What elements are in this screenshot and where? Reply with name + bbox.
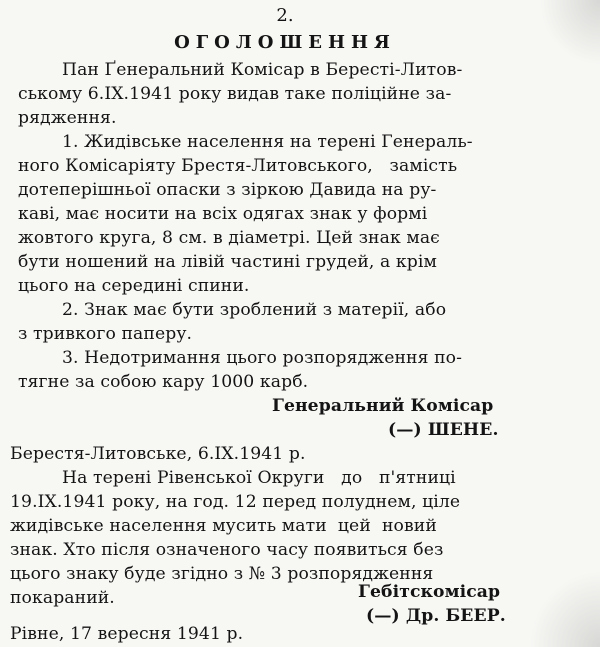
place-date: Рівне, 17 вересня 1941 р. [10, 624, 244, 644]
announcement-line: Пан Ґенеральний Комісар в Бересті-Литов- [62, 60, 463, 80]
notice-line: знак. Хто після означеного часу появиться без [10, 540, 444, 560]
signatory-title: Генеральний Комісар [272, 396, 494, 416]
notice-line: 19.IX.1941 року, на год. 12 перед полуднем, ціле [10, 492, 461, 512]
signatory-title: Гебітскомісар [358, 582, 501, 602]
announcement-line: 2. Знак має бути зроблений з матерії, або [62, 300, 447, 320]
notice-line: жидівське населення мусить мати цей новий [10, 516, 437, 536]
announcement-line: бути ношений на лівій частині грудей, а крім [18, 252, 437, 272]
announcement-line: дотеперішньої опаски з зіркою Давида на ру- [18, 180, 437, 200]
page-number: 2. [276, 5, 294, 26]
announcement-line: цього на середині спини. [18, 276, 250, 296]
signatory-name: (—) Др. БЕЕР. [366, 606, 506, 626]
announcement-line: з тривкого паперу. [18, 324, 193, 344]
notice-line: покараний. [10, 588, 115, 608]
announcement-line: ському 6.IX.1941 року видав таке поліційне за- [18, 84, 452, 104]
announcement-line: рядження. [18, 108, 117, 128]
page-title: ОГОЛОШЕННЯ [174, 32, 396, 53]
announcement-line: 3. Недотримання цього розпорядження по- [62, 348, 462, 368]
signatory-name: (—) ШЕНЕ. [388, 420, 499, 440]
announcement-line: тягне за собою кару 1000 карб. [18, 372, 309, 392]
notice-line: цього знаку буде згідно з № 3 розпорядження [10, 564, 434, 584]
announcement-line: каві, має носити на всіх одягах знак у формі [18, 204, 428, 224]
announcement-line: 1. Жидівське населення на терені Генераль- [62, 132, 473, 152]
announcement-line: ного Комісаріяту Брестя-Литовського, замість [18, 156, 458, 176]
announcement-line: жовтого круга, 8 см. в діаметрі. Цей знак має [18, 228, 440, 248]
place-date: Берестя-Литовське, 6.IX.1941 р. [10, 444, 306, 464]
notice-line: На терені Рівенської Округи до п'ятниці [62, 468, 456, 488]
